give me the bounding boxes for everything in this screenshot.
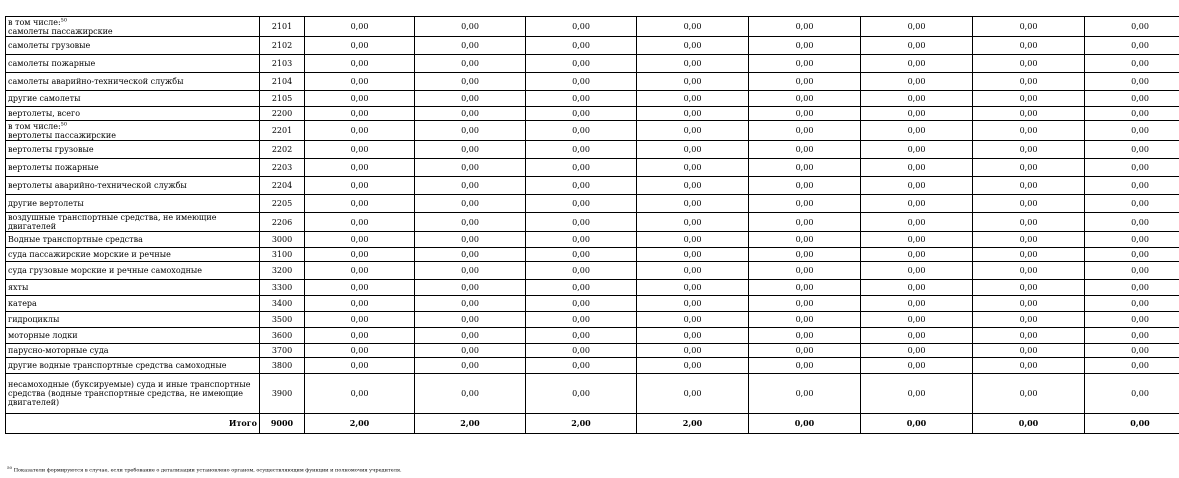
- row-name-cell: [6, 248, 260, 262]
- value-cell: 0,00: [749, 17, 861, 37]
- value-cell: 0,00: [305, 232, 415, 248]
- value-cell: 0,00: [637, 296, 749, 312]
- value-cell: 0,00: [637, 195, 749, 213]
- value-cell: 0,00: [749, 328, 861, 344]
- total-label: Итого: [6, 414, 260, 434]
- row-name-cell: [6, 296, 260, 312]
- value-cell: 0,00: [526, 262, 637, 280]
- value-cell: 0,00: [526, 232, 637, 248]
- value-cell: 0,00: [305, 358, 415, 374]
- value-cell: 0,00: [526, 121, 637, 141]
- value-cell: 0,00: [749, 177, 861, 195]
- table-row: [6, 73, 1179, 91]
- value-cell: 0,00: [415, 358, 526, 374]
- total-value-cell: 0,00: [1085, 414, 1179, 434]
- row-name: несамоходные (буксируемые) суда и иные транспортные средства (водные транспортные средства, не имеющие двигателей): [8, 380, 251, 407]
- value-cell: 0,00: [1085, 37, 1179, 55]
- value-cell: 0,00: [637, 121, 749, 141]
- value-cell: 0,00: [861, 248, 973, 262]
- value-cell: 0,00: [526, 159, 637, 177]
- row-name: вертолеты, всего: [8, 109, 81, 118]
- row-name: самолеты пожарные: [8, 59, 96, 68]
- row-name: вертолеты грузовые: [8, 145, 94, 154]
- total-value-cell: 2,00: [637, 414, 749, 434]
- row-name-cell: [6, 232, 260, 248]
- table-body: [6, 17, 1179, 434]
- row-name-cell: [6, 312, 260, 328]
- table-row: [6, 232, 1179, 248]
- row-name-cell: [6, 374, 260, 414]
- row-name: самолеты грузовые: [8, 41, 91, 50]
- row-prefix: в том числе:: [8, 17, 61, 27]
- table-row: [6, 17, 1179, 37]
- table-row: [6, 296, 1179, 312]
- row-code: 3800: [260, 358, 305, 374]
- row-code: 2105: [260, 91, 305, 107]
- row-code: 2104: [260, 73, 305, 91]
- value-cell: 0,00: [1085, 107, 1179, 121]
- value-cell: 0,00: [637, 328, 749, 344]
- table-row: [6, 248, 1179, 262]
- value-cell: 0,00: [415, 374, 526, 414]
- value-cell: 0,00: [637, 159, 749, 177]
- table-row: [6, 328, 1179, 344]
- value-cell: 0,00: [1085, 358, 1179, 374]
- value-cell: 0,00: [749, 296, 861, 312]
- value-cell: 0,00: [637, 107, 749, 121]
- value-cell: 0,00: [637, 213, 749, 232]
- value-cell: 0,00: [637, 177, 749, 195]
- value-cell: 0,00: [749, 344, 861, 358]
- table-row: [6, 280, 1179, 296]
- value-cell: 0,00: [861, 344, 973, 358]
- value-cell: 0,00: [415, 328, 526, 344]
- row-name: вертолеты пожарные: [8, 163, 99, 172]
- table-row: [6, 312, 1179, 328]
- value-cell: 0,00: [637, 17, 749, 37]
- row-name: другие водные транспортные средства самоходные: [8, 361, 227, 370]
- row-name: самолеты аварийно-технической службы: [8, 77, 184, 86]
- total-value-cell: 2,00: [526, 414, 637, 434]
- row-code: 2205: [260, 195, 305, 213]
- row-code: 2203: [260, 159, 305, 177]
- value-cell: 0,00: [415, 262, 526, 280]
- report-table: [5, 16, 1179, 434]
- value-cell: 0,00: [861, 374, 973, 414]
- table-row: [6, 91, 1179, 107]
- value-cell: 0,00: [305, 195, 415, 213]
- value-cell: 0,00: [861, 17, 973, 37]
- value-cell: 0,00: [526, 296, 637, 312]
- value-cell: 0,00: [305, 328, 415, 344]
- value-cell: 0,00: [637, 262, 749, 280]
- row-name: яхты: [8, 283, 29, 292]
- row-name-cell: [6, 344, 260, 358]
- table-row: [6, 141, 1179, 159]
- row-code: 3200: [260, 262, 305, 280]
- row-name-cell: [6, 37, 260, 55]
- table-row: [6, 107, 1179, 121]
- row-name: суда пассажирские морские и речные: [8, 250, 171, 259]
- value-cell: 0,00: [861, 358, 973, 374]
- value-cell: 0,00: [415, 177, 526, 195]
- row-name: гидроциклы: [8, 315, 60, 324]
- row-name-cell: [6, 73, 260, 91]
- row-name: другие вертолеты: [8, 199, 84, 208]
- value-cell: 0,00: [637, 358, 749, 374]
- value-cell: 0,00: [305, 296, 415, 312]
- row-code: 2200: [260, 107, 305, 121]
- value-cell: 0,00: [305, 159, 415, 177]
- value-cell: 0,00: [415, 73, 526, 91]
- value-cell: 0,00: [415, 141, 526, 159]
- value-cell: 0,00: [526, 344, 637, 358]
- row-name: вертолеты пассажирские: [8, 130, 116, 140]
- value-cell: 0,00: [973, 213, 1085, 232]
- value-cell: 0,00: [749, 55, 861, 73]
- value-cell: 0,00: [1085, 344, 1179, 358]
- value-cell: 0,00: [305, 107, 415, 121]
- row-name-cell: [6, 107, 260, 121]
- value-cell: 0,00: [861, 37, 973, 55]
- row-code: 2101: [260, 17, 305, 37]
- value-cell: 0,00: [1085, 232, 1179, 248]
- row-name: Водные транспортные средства: [8, 235, 143, 244]
- value-cell: 0,00: [973, 312, 1085, 328]
- value-cell: 0,00: [973, 55, 1085, 73]
- value-cell: 0,00: [637, 37, 749, 55]
- value-cell: 0,00: [749, 312, 861, 328]
- value-cell: 0,00: [861, 312, 973, 328]
- table-row: [6, 159, 1179, 177]
- row-prefix: в том числе:: [8, 121, 61, 131]
- value-cell: 0,00: [415, 37, 526, 55]
- value-cell: 0,00: [526, 141, 637, 159]
- value-cell: 0,00: [526, 374, 637, 414]
- value-cell: 0,00: [305, 55, 415, 73]
- row-code: 2103: [260, 55, 305, 73]
- footnote: [7, 464, 402, 475]
- table-row: [6, 262, 1179, 280]
- value-cell: 0,00: [1085, 55, 1179, 73]
- value-cell: 0,00: [749, 213, 861, 232]
- value-cell: 0,00: [749, 195, 861, 213]
- value-cell: 0,00: [973, 262, 1085, 280]
- value-cell: 0,00: [305, 91, 415, 107]
- row-name-cell: [6, 328, 260, 344]
- value-cell: 0,00: [305, 374, 415, 414]
- value-cell: 0,00: [637, 55, 749, 73]
- value-cell: 0,00: [1085, 195, 1179, 213]
- value-cell: 0,00: [1085, 159, 1179, 177]
- row-name-cell: [6, 17, 260, 37]
- value-cell: 0,00: [305, 312, 415, 328]
- row-name-cell: [6, 91, 260, 107]
- row-name-cell: [6, 121, 260, 141]
- value-cell: 0,00: [861, 195, 973, 213]
- value-cell: 0,00: [861, 213, 973, 232]
- value-cell: 0,00: [973, 91, 1085, 107]
- row-code: 3400: [260, 296, 305, 312]
- value-cell: 0,00: [526, 213, 637, 232]
- footnote-text: Показатели формируются в случае, если требование о детализации установлено органом, осуществляющим функции и полномочия учредителя.: [13, 467, 402, 474]
- value-cell: 0,00: [973, 248, 1085, 262]
- row-code: 3700: [260, 344, 305, 358]
- value-cell: 0,00: [861, 73, 973, 91]
- value-cell: 0,00: [861, 141, 973, 159]
- value-cell: 0,00: [415, 312, 526, 328]
- total-value-cell: 0,00: [749, 414, 861, 434]
- row-name-cell: [6, 141, 260, 159]
- value-cell: 0,00: [637, 280, 749, 296]
- value-cell: 0,00: [1085, 262, 1179, 280]
- value-cell: 0,00: [749, 121, 861, 141]
- value-cell: 0,00: [973, 374, 1085, 414]
- value-cell: 0,00: [749, 91, 861, 107]
- row-name-cell: [6, 213, 260, 232]
- value-cell: 0,00: [861, 55, 973, 73]
- value-cell: 0,00: [415, 91, 526, 107]
- row-name: воздушные транспортные средства, не имеющие двигателей: [8, 213, 217, 231]
- table-row: [6, 177, 1179, 195]
- value-cell: 0,00: [1085, 374, 1179, 414]
- row-name: парусно-моторные суда: [8, 346, 109, 355]
- value-cell: 0,00: [973, 17, 1085, 37]
- total-code: 9000: [260, 414, 305, 434]
- value-cell: 0,00: [526, 358, 637, 374]
- row-name-cell: [6, 55, 260, 73]
- value-cell: 0,00: [973, 107, 1085, 121]
- row-name-cell: [6, 177, 260, 195]
- value-cell: 0,00: [973, 280, 1085, 296]
- value-cell: 0,00: [973, 296, 1085, 312]
- row-code: 3300: [260, 280, 305, 296]
- value-cell: 0,00: [973, 344, 1085, 358]
- value-cell: 0,00: [305, 141, 415, 159]
- row-code: 3900: [260, 374, 305, 414]
- total-row: [6, 414, 1179, 434]
- value-cell: 0,00: [305, 177, 415, 195]
- value-cell: 0,00: [1085, 248, 1179, 262]
- value-cell: 0,00: [861, 328, 973, 344]
- value-cell: 0,00: [305, 121, 415, 141]
- table-row: [6, 358, 1179, 374]
- table-row: [6, 55, 1179, 73]
- value-cell: 0,00: [861, 232, 973, 248]
- value-cell: 0,00: [526, 73, 637, 91]
- value-cell: 0,00: [861, 262, 973, 280]
- value-cell: 0,00: [305, 248, 415, 262]
- total-value-cell: 2,00: [305, 414, 415, 434]
- value-cell: 0,00: [749, 262, 861, 280]
- row-name-cell: [6, 262, 260, 280]
- value-cell: 0,00: [749, 159, 861, 177]
- value-cell: 0,00: [415, 280, 526, 296]
- row-code: 2206: [260, 213, 305, 232]
- value-cell: 0,00: [861, 296, 973, 312]
- row-code: 3100: [260, 248, 305, 262]
- value-cell: 0,00: [305, 280, 415, 296]
- row-name-cell: [6, 195, 260, 213]
- total-value-cell: 0,00: [861, 414, 973, 434]
- value-cell: 0,00: [1085, 296, 1179, 312]
- value-cell: 0,00: [749, 107, 861, 121]
- value-cell: 0,00: [749, 232, 861, 248]
- value-cell: 0,00: [637, 248, 749, 262]
- value-cell: 0,00: [526, 107, 637, 121]
- value-cell: 0,00: [526, 312, 637, 328]
- row-name-cell: [6, 159, 260, 177]
- value-cell: 0,00: [973, 141, 1085, 159]
- value-cell: 0,00: [749, 141, 861, 159]
- value-cell: 0,00: [861, 280, 973, 296]
- row-code: 3000: [260, 232, 305, 248]
- value-cell: 0,00: [415, 55, 526, 73]
- value-cell: 0,00: [637, 232, 749, 248]
- value-cell: 0,00: [305, 344, 415, 358]
- value-cell: 0,00: [861, 159, 973, 177]
- value-cell: 0,00: [637, 374, 749, 414]
- row-footnote-ref: 50: [60, 16, 68, 23]
- value-cell: 0,00: [305, 37, 415, 55]
- value-cell: 0,00: [526, 328, 637, 344]
- row-name: катера: [8, 299, 37, 308]
- value-cell: 0,00: [305, 17, 415, 37]
- row-code: 2102: [260, 37, 305, 55]
- value-cell: 0,00: [637, 344, 749, 358]
- value-cell: 0,00: [1085, 91, 1179, 107]
- value-cell: 0,00: [305, 213, 415, 232]
- value-cell: 0,00: [1085, 121, 1179, 141]
- row-name: суда грузовые морские и речные самоходные: [8, 266, 202, 275]
- table-row: [6, 344, 1179, 358]
- row-footnote-ref: 50: [60, 120, 68, 127]
- row-code: 3600: [260, 328, 305, 344]
- value-cell: 0,00: [526, 248, 637, 262]
- footnote-marker: 50: [7, 465, 13, 470]
- value-cell: 0,00: [526, 17, 637, 37]
- value-cell: 0,00: [415, 248, 526, 262]
- value-cell: 0,00: [415, 344, 526, 358]
- row-code: 2204: [260, 177, 305, 195]
- value-cell: 0,00: [1085, 177, 1179, 195]
- value-cell: 0,00: [415, 159, 526, 177]
- value-cell: 0,00: [973, 177, 1085, 195]
- table-row: [6, 121, 1179, 141]
- table-row: [6, 374, 1179, 414]
- row-name: другие самолеты: [8, 94, 81, 103]
- value-cell: 0,00: [749, 280, 861, 296]
- value-cell: 0,00: [526, 195, 637, 213]
- value-cell: 0,00: [749, 37, 861, 55]
- row-code: 3500: [260, 312, 305, 328]
- value-cell: 0,00: [415, 296, 526, 312]
- value-cell: 0,00: [637, 141, 749, 159]
- value-cell: 0,00: [1085, 280, 1179, 296]
- total-value-cell: 0,00: [973, 414, 1085, 434]
- value-cell: 0,00: [305, 73, 415, 91]
- value-cell: 0,00: [749, 73, 861, 91]
- value-cell: 0,00: [1085, 73, 1179, 91]
- value-cell: 0,00: [526, 177, 637, 195]
- total-value-cell: 2,00: [415, 414, 526, 434]
- value-cell: 0,00: [973, 195, 1085, 213]
- value-cell: 0,00: [415, 213, 526, 232]
- value-cell: 0,00: [973, 37, 1085, 55]
- value-cell: 0,00: [637, 73, 749, 91]
- value-cell: 0,00: [973, 232, 1085, 248]
- value-cell: 0,00: [973, 358, 1085, 374]
- value-cell: 0,00: [526, 280, 637, 296]
- value-cell: 0,00: [749, 358, 861, 374]
- row-code: 2202: [260, 141, 305, 159]
- value-cell: 0,00: [861, 121, 973, 141]
- value-cell: 0,00: [415, 195, 526, 213]
- value-cell: 0,00: [1085, 213, 1179, 232]
- value-cell: 0,00: [973, 159, 1085, 177]
- value-cell: 0,00: [415, 107, 526, 121]
- table-row: [6, 213, 1179, 232]
- value-cell: 0,00: [305, 262, 415, 280]
- value-cell: 0,00: [749, 248, 861, 262]
- value-cell: 0,00: [973, 121, 1085, 141]
- value-cell: 0,00: [973, 328, 1085, 344]
- value-cell: 0,00: [861, 107, 973, 121]
- row-name: вертолеты аварийно-технической службы: [8, 181, 187, 190]
- value-cell: 0,00: [1085, 141, 1179, 159]
- row-name-cell: [6, 358, 260, 374]
- value-cell: 0,00: [861, 91, 973, 107]
- value-cell: 0,00: [526, 91, 637, 107]
- value-cell: 0,00: [1085, 312, 1179, 328]
- value-cell: 0,00: [1085, 17, 1179, 37]
- value-cell: 0,00: [415, 17, 526, 37]
- value-cell: 0,00: [637, 312, 749, 328]
- value-cell: 0,00: [973, 73, 1085, 91]
- row-name: самолеты пассажирские: [8, 26, 113, 36]
- value-cell: 0,00: [526, 55, 637, 73]
- value-cell: 0,00: [861, 177, 973, 195]
- value-cell: 0,00: [415, 121, 526, 141]
- value-cell: 0,00: [526, 37, 637, 55]
- table-row: [6, 37, 1179, 55]
- value-cell: 0,00: [1085, 328, 1179, 344]
- row-name: моторные лодки: [8, 331, 78, 340]
- row-code: 2201: [260, 121, 305, 141]
- value-cell: 0,00: [415, 232, 526, 248]
- value-cell: 0,00: [637, 91, 749, 107]
- table-row: [6, 195, 1179, 213]
- value-cell: 0,00: [749, 374, 861, 414]
- row-name-cell: [6, 280, 260, 296]
